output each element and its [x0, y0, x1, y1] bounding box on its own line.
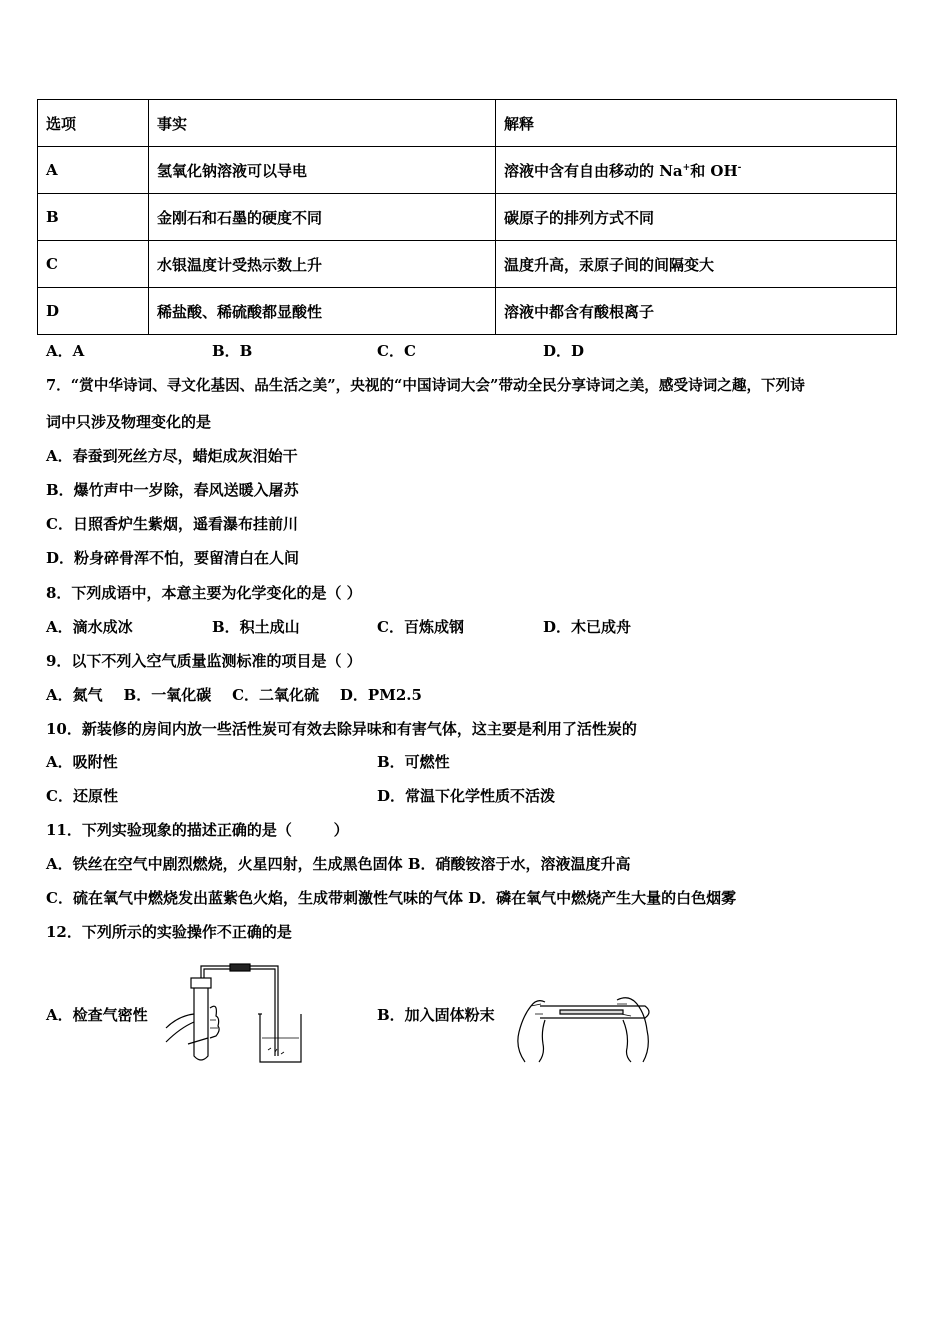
table-row: [38, 194, 897, 241]
row-explain: 碳原子的排列方式不同: [496, 194, 897, 241]
q8-stem: 8．下列成语中，本意主要为化学变化的是（ ）: [46, 584, 362, 602]
powder-addition-figure: [505, 992, 660, 1067]
explain-text: 溶液中含有自由移动的 Na: [504, 161, 683, 180]
q10-option-b: B．可燃性: [377, 753, 450, 771]
sup-plus: +: [682, 162, 691, 173]
row-option: D: [38, 288, 149, 335]
row-option: B: [38, 194, 149, 241]
row-option: A: [38, 147, 149, 194]
q9-options: A．氮气 B．一氧化碳 C．二氧化硫 D．PM2.5: [46, 686, 422, 704]
q7-option-c: C．日照香炉生紫烟，遥看瀑布挂前川: [46, 515, 298, 533]
q7-option-b: B．爆竹声中一岁除，春风送暖入屠苏: [46, 481, 299, 499]
q11-options-line1: A．铁丝在空气中剧烈燃烧，火星四射，生成黑色固体 B．硝酸铵溶于水，溶液温度升高: [46, 855, 631, 873]
q7-stem-line1: 7．“赏中华诗词、寻文化基因、品生活之美”，央视的“中国诗词大会”带动全民分享诗词之美，感受诗词之趣，下列诗: [46, 377, 805, 394]
q8-option-c: C．百炼成钢: [377, 618, 464, 636]
q11-options-line2: C．硫在氧气中燃烧发出蓝紫色火焰，生成带刺激性气味的气体 D．磷在氧气中燃烧产生大量的白色烟雾: [46, 889, 737, 907]
q11-stem: 11．下列实验现象的描述正确的是（ ）: [46, 821, 349, 839]
header-option: 选项: [38, 100, 149, 147]
q10-option-c: C．还原性: [46, 787, 118, 805]
table-row: [38, 241, 897, 288]
q6-option-c: C．C: [377, 342, 416, 360]
q10-option-a: A．吸附性: [46, 753, 118, 771]
row-fact: 金刚石和石墨的硬度不同: [149, 194, 496, 241]
q7-stem-line2: 词中只涉及物理变化的是: [46, 413, 212, 431]
q6-option-d: D．D: [543, 342, 585, 360]
row-fact: 稀盐酸、稀硫酸都显酸性: [149, 288, 496, 335]
q10-stem: 10．新装修的房间内放一些活性炭可有效去除异味和有害气体，这主要是利用了活性炭的: [46, 720, 637, 738]
table-row: [38, 147, 897, 194]
q8-option-a: A．滴水成冰: [46, 618, 133, 636]
sup-minus: -: [737, 162, 742, 173]
q7-option-a: A．春蚕到死丝方尽，蜡炬成灰泪始干: [46, 447, 298, 465]
facts-table: [37, 99, 897, 335]
q10-option-d: D．常温下化学性质不活泼: [377, 787, 556, 805]
explain-text-mid: 和 OH: [690, 161, 738, 180]
header-fact: 事实: [149, 100, 496, 147]
airtightness-apparatus-figure: [158, 958, 308, 1068]
q12-stem: 12．下列所示的实验操作不正确的是: [46, 923, 292, 941]
q6-option-b: B．B: [212, 342, 253, 360]
row-fact: 氢氧化钠溶液可以导电: [149, 147, 496, 194]
q7-option-d: D．粉身碎骨浑不怕，要留清白在人间: [46, 549, 300, 567]
q8-option-b: B．积土成山: [212, 618, 300, 636]
q12-option-b: B．加入固体粉末: [377, 1006, 495, 1024]
q8-option-d: D．木已成舟: [543, 618, 632, 636]
row-explain: 溶液中都含有酸根离子: [496, 288, 897, 335]
row-explain: [496, 147, 897, 194]
header-explain: 解释: [496, 100, 897, 147]
q6-option-a: A．A: [46, 342, 85, 360]
q12-option-a: A．检查气密性: [46, 1006, 148, 1024]
table-row: [38, 288, 897, 335]
row-explain: 温度升高，汞原子间的间隔变大: [496, 241, 897, 288]
table-header-row: [38, 100, 897, 147]
q9-stem: 9．以下不列入空气质量监测标准的项目是（ ）: [46, 652, 362, 670]
row-option: C: [38, 241, 149, 288]
row-fact: 水银温度计受热示数上升: [149, 241, 496, 288]
